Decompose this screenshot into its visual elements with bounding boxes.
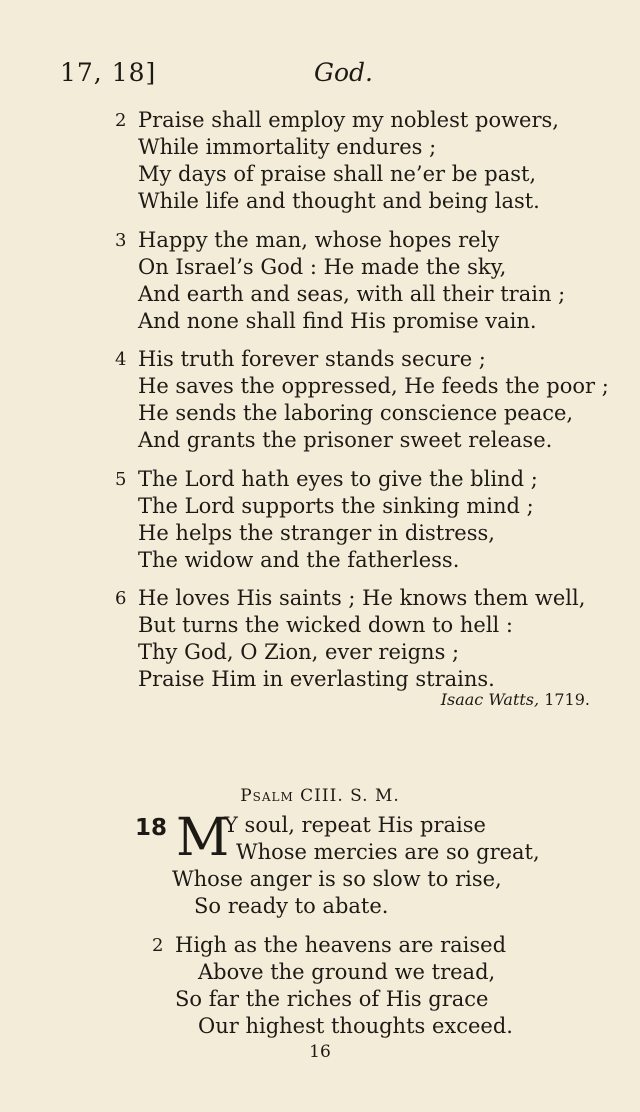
stanza-number: 5	[115, 469, 127, 490]
verse-line: And earth and seas, with all their train ;	[138, 282, 566, 306]
verse-line: The Lord supports the sinking mind ;	[138, 494, 534, 518]
verse-line: His truth forever stands secure ;	[138, 347, 486, 371]
hymn-number: 18	[135, 815, 168, 841]
verse-line: The widow and the fatherless.	[138, 548, 460, 572]
page-number: 16	[309, 1042, 331, 1062]
verse-line: So ready to abate.	[194, 894, 389, 918]
verse-line: So far the riches of His grace	[175, 987, 489, 1011]
hymn-range: 17, 18]	[60, 58, 157, 87]
verse-line: He loves His saints ; He knows them well,	[138, 586, 586, 610]
verse-line: Above the ground we tread,	[198, 960, 496, 984]
verse-line: Whose mercies are so great,	[236, 840, 540, 864]
verse-line: Y soul, repeat His praise	[224, 813, 486, 837]
verse-line: High as the heavens are raised	[175, 933, 507, 957]
running-header	[60, 58, 580, 94]
verse-line: While immortality endures ;	[138, 135, 437, 159]
verse-line: He saves the oppressed, He feeds the poor ;	[138, 374, 609, 398]
verse-line: He sends the laboring conscience peace,	[138, 401, 574, 425]
psalm-heading: Psalm CIII. S. M.	[240, 786, 400, 806]
stanza-number: 2	[115, 110, 127, 131]
verse-line: And none shall find His promise vain.	[138, 309, 537, 333]
author-attribution	[441, 690, 590, 709]
verse-line: Praise Him in everlasting strains.	[138, 667, 495, 691]
author-name: Isaac Watts,	[440, 690, 540, 709]
verse-line: Happy the man, whose hopes rely	[138, 228, 500, 252]
verse-line: The Lord hath eyes to give the blind ;	[138, 467, 538, 491]
stanza-number: 2	[152, 935, 164, 956]
stanza-number: 3	[115, 230, 127, 251]
verse-line: While life and thought and being last.	[138, 189, 540, 213]
verse-line: Our highest thoughts exceed.	[198, 1014, 513, 1038]
verse-line: On Israel’s God : He made the sky,	[138, 255, 507, 279]
verse-line: Thy God, O Zion, ever reigns ;	[138, 640, 460, 664]
author-year: 1719.	[544, 690, 590, 709]
verse-line: But turns the wicked down to hell :	[138, 613, 513, 637]
drop-cap: M	[176, 808, 230, 868]
verse-line: Whose anger is so slow to rise,	[172, 867, 502, 891]
stanza-number: 6	[115, 588, 127, 609]
stanza-number: 4	[115, 349, 127, 370]
verse-line: He helps the stranger in distress,	[138, 521, 495, 545]
verse-line: Praise shall employ my noblest powers,	[138, 108, 559, 132]
verse-line: And grants the prisoner sweet release.	[138, 428, 553, 452]
section-title: God.	[314, 58, 373, 87]
verse-line: My days of praise shall ne’er be past,	[138, 162, 537, 186]
